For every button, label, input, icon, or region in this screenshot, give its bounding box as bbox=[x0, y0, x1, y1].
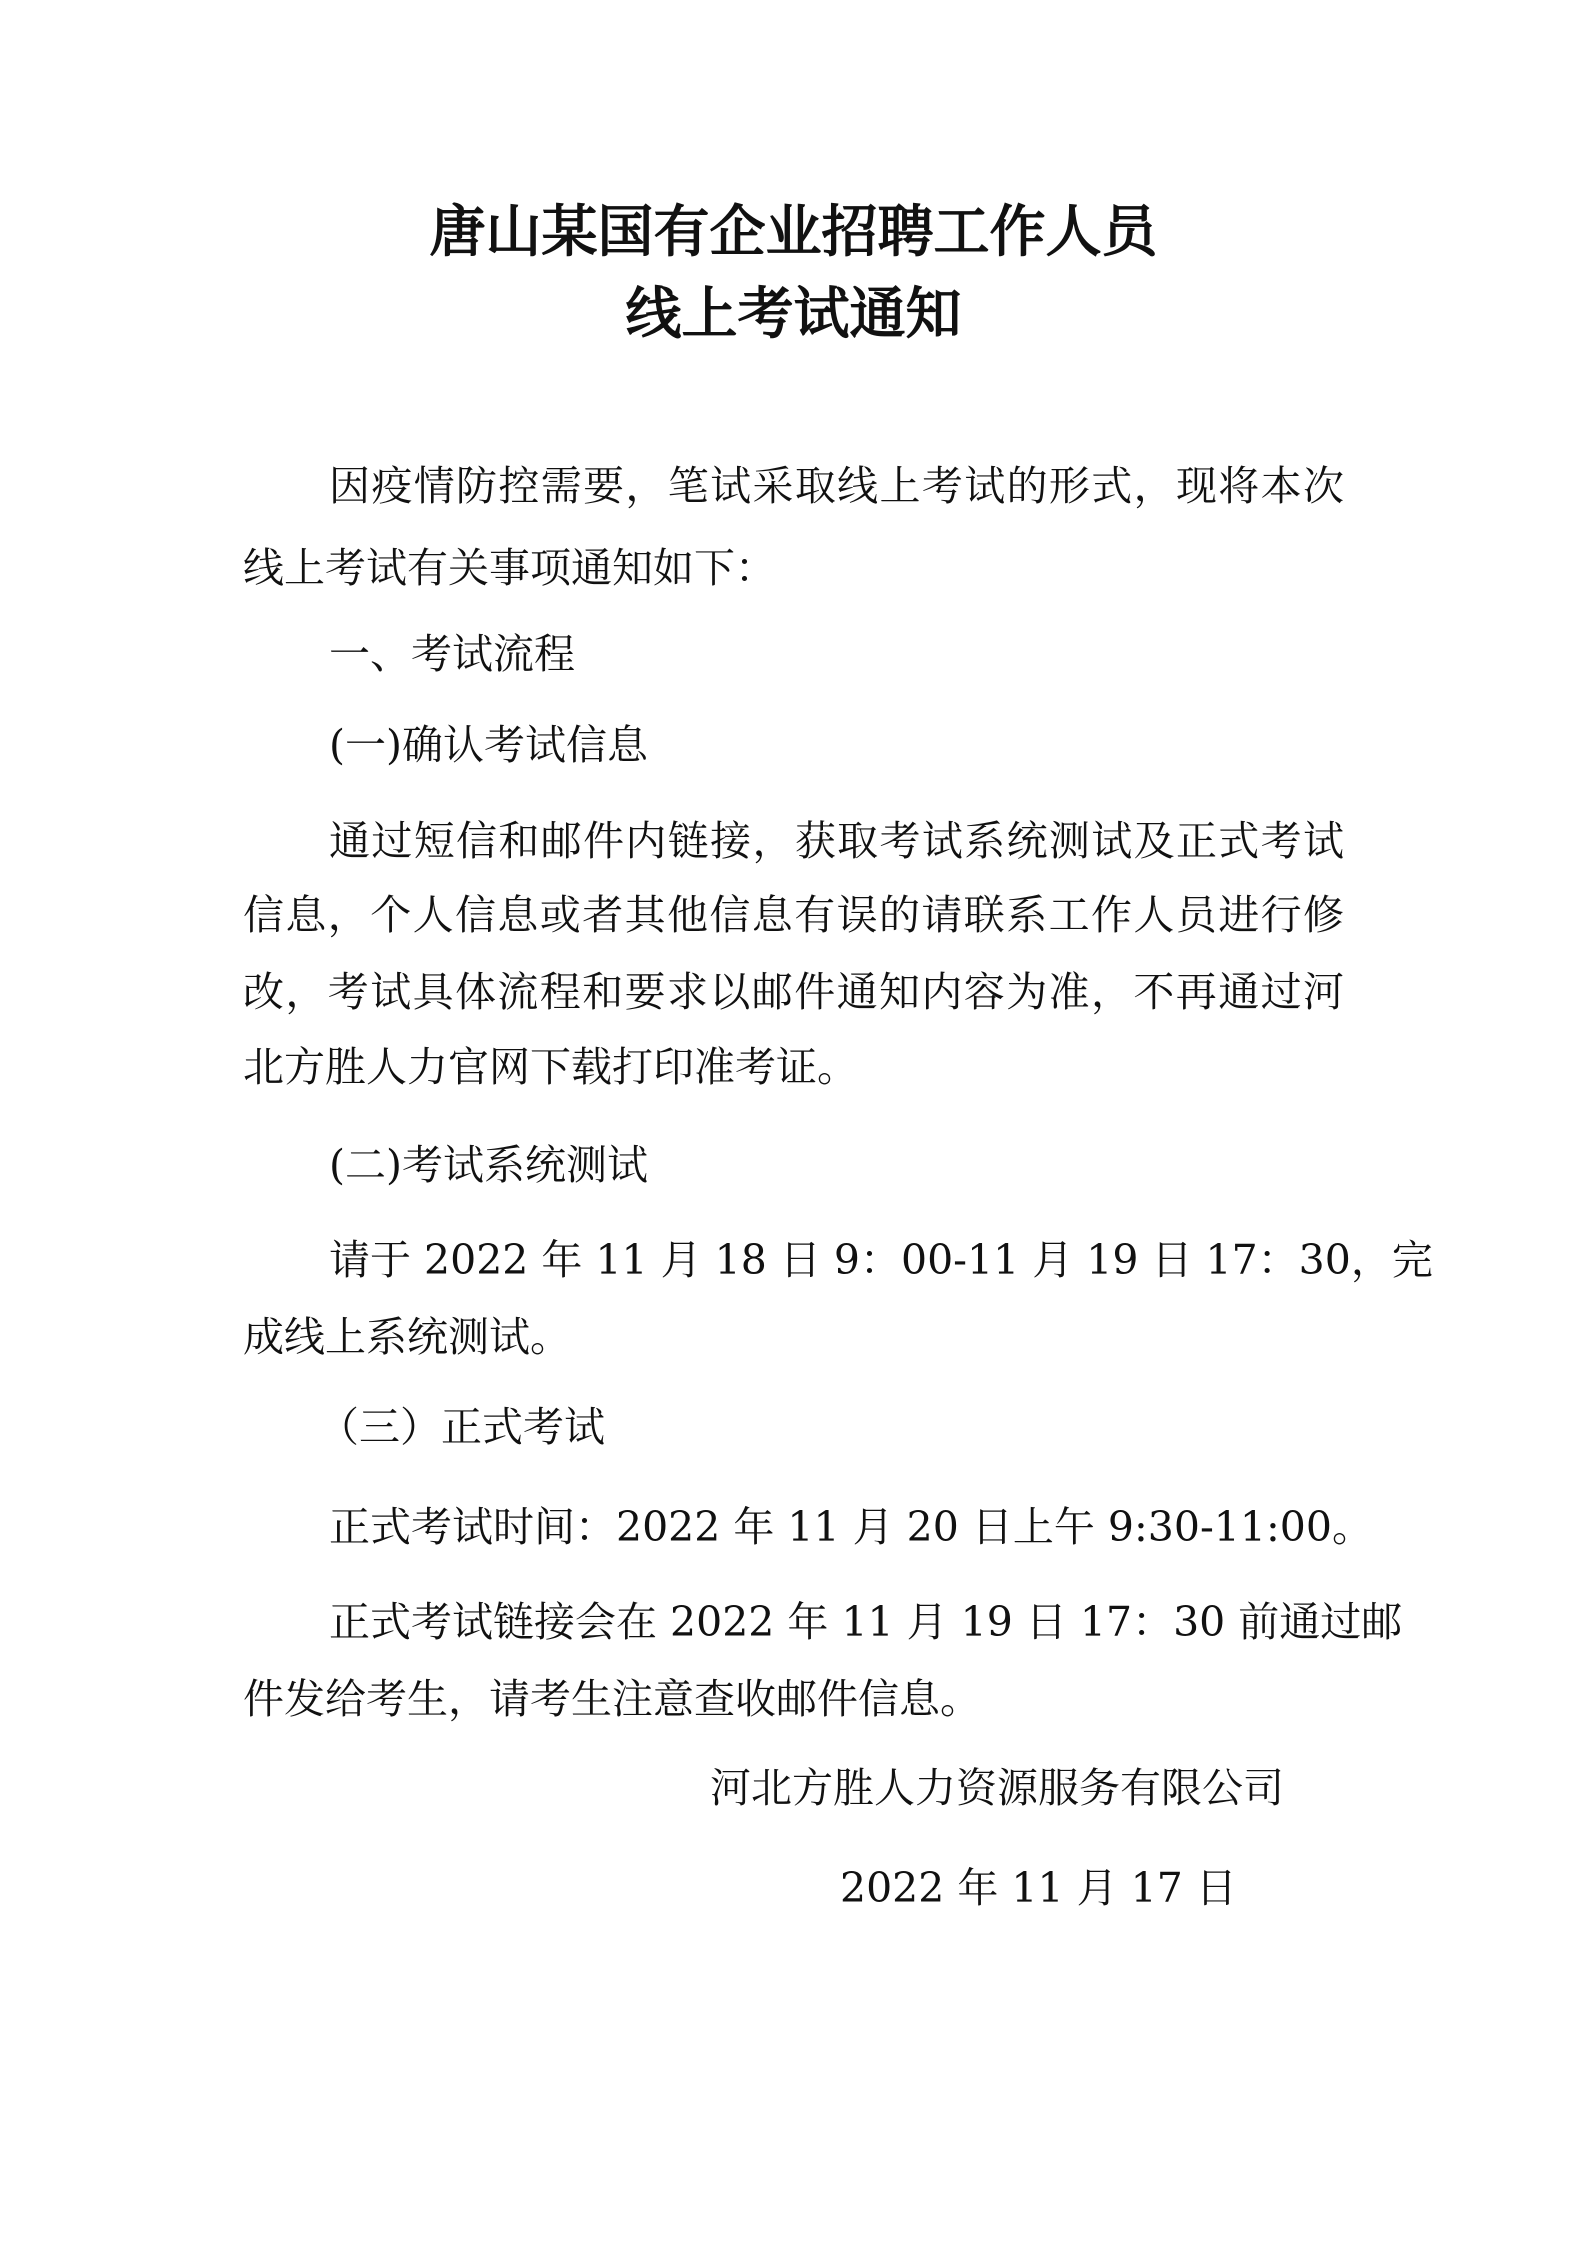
subsection-3-line-2: 件发给考生，请考生注意查收邮件信息。 bbox=[243, 1675, 981, 1723]
signature-date: 2022 年 11 月 17 日 bbox=[840, 1864, 1237, 1912]
subsection-1-line-4: 北方胜人力官网下载打印准考证。 bbox=[243, 1043, 858, 1091]
signature-organization: 河北方胜人力资源服务有限公司 bbox=[710, 1764, 1284, 1812]
exam-time: 正式考试时间：2022 年 11 月 20 日上午 9:30-11:00。 bbox=[329, 1503, 1373, 1551]
subsection-1-line-1: 通过短信和邮件内链接，获取考试系统测试及正式考试 bbox=[329, 817, 1344, 865]
subsection-2-line-2: 成线上系统测试。 bbox=[243, 1313, 571, 1361]
subsection-2-line-1: 请于 2022 年 11 月 18 日 9：00-11 月 19 日 17：30，完 bbox=[329, 1236, 1433, 1284]
section-heading: 一、考试流程 bbox=[329, 630, 575, 678]
subsection-1-heading: (一)确认考试信息 bbox=[329, 721, 648, 769]
intro-line-1: 因疫情防控需要，笔试采取线上考试的形式，现将本次 bbox=[329, 462, 1344, 510]
subsection-1-line-3: 改，考试具体流程和要求以邮件通知内容为准，不再通过河 bbox=[243, 968, 1344, 1016]
subsection-1-line-2: 信息，个人信息或者其他信息有误的请联系工作人员进行修 bbox=[243, 891, 1344, 939]
subsection-3-heading: （三）正式考试 bbox=[318, 1403, 605, 1451]
document-title-line1: 唐山某国有企业招聘工作人员 bbox=[429, 200, 1158, 265]
document-title-line2: 线上考试通知 bbox=[625, 282, 962, 347]
intro-line-2: 线上考试有关事项通知如下： bbox=[243, 544, 776, 592]
subsection-2-heading: (二)考试系统测试 bbox=[329, 1141, 648, 1189]
subsection-3-line-1: 正式考试链接会在 2022 年 11 月 19 日 17：30 前通过邮 bbox=[329, 1598, 1403, 1646]
